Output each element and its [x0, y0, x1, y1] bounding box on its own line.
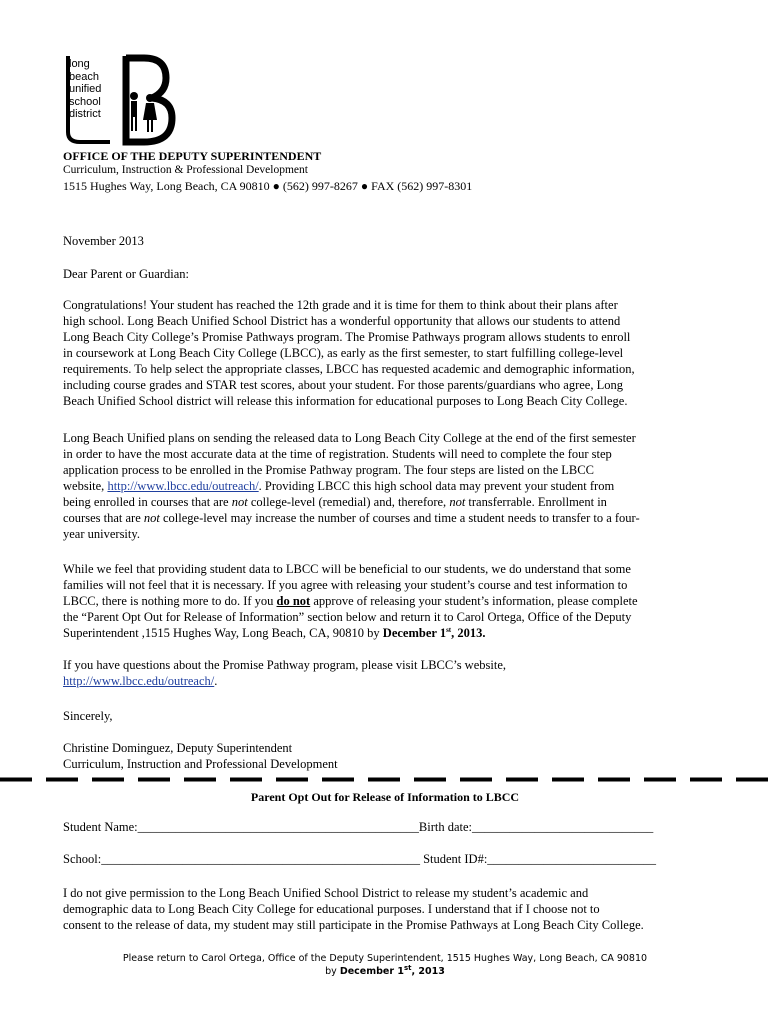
signature-block: Christine Dominguez, Deputy Superintendent Curriculum, Instruction and Professional Development [63, 741, 338, 771]
department-name: Curriculum, Instruction & Professional Development [63, 164, 308, 176]
closing: Sincerely, [63, 709, 113, 723]
office-address: 1515 Hughes Way, Long Beach, CA 90810 ● (562) 997-8267 ● FAX (562) 997-8301 [63, 179, 473, 193]
student-name-birth-date-field[interactable]: Student Name:_____________________________________________Birth date:_____________________________ [63, 820, 654, 834]
logo-text: long beach unified school district [69, 58, 102, 120]
footer-return-address: Please return to Carol Ortega, Office of the Deputy Superintendent, 1515 Hughes Way, Long Beach, CA 90810 [122, 953, 648, 964]
footer-deadline: by December 1st, 2013 [325, 963, 445, 977]
paragraph-opt-out: While we feel that providing student data to LBCC will be beneficial to our students, we do understand that some families will not feel that it is necessary. If you agree with releasing your student’s course and test information to LBCC, there is nothing more to do. If you do not approve of releasing your student’s information, please complete the “Parent Opt Out for Release of Information” section below and return it to Carol Ortega, Office of the Deputy Superintendent ,1515 Hughes Way, Long Beach, CA, 90810 by December 1st, 2013. [63, 562, 638, 640]
paragraph-questions: If you have questions about the Promise Pathway program, please visit LBCC’s website, http://www.lbcc.edu/outreach/. [63, 658, 506, 688]
form-title: Parent Opt Out for Release of Information to LBCC [250, 790, 520, 804]
paragraph-data-release: Long Beach Unified plans on sending the released data to Long Beach City College at the end of the first semester in order to have the most accurate data at the time of registration. Students will need to complete the four step application process to be enrolled in the Promise Pathway program. The four steps are listed on the LBCC website, http://www.lbcc.edu/outreach/. Providing LBCC this high school data may prevent your student from being enrolled in courses that are not college-level (remedial) and, therefore, not transferrable. Enrollment in courses that are not college-level may increase the number of courses and time a student needs to transfer to a four- year university. [63, 431, 640, 541]
children-figures-icon [130, 92, 157, 132]
cut-line [0, 777, 770, 782]
outreach-link-2[interactable]: http://www.lbcc.edu/outreach/ [63, 674, 215, 688]
letter-greeting: Dear Parent or Guardian: [63, 267, 189, 281]
letter-date: November 2013 [63, 234, 144, 248]
opt-out-declaration: I do not give permission to the Long Beach Unified School District to release my student’s academic and demographic data to Long Beach City College for educational purposes. I understand that if I choose not to consent to the release of data, my student may still participate in the Promise Pathways at Long Beach City College. [63, 886, 644, 932]
outreach-link[interactable]: http://www.lbcc.edu/outreach/ [107, 479, 259, 493]
school-student-id-field[interactable]: School:___________________________________________________ Student ID#:___________________________ [63, 852, 657, 866]
paragraph-intro: Congratulations! Your student has reached the 12th grade and it is time for them to think about their plans after high school. Long Beach Unified School District has a wonderful opportunity that allows our students to attend Long Beach City College’s Promise Pathways program. The Promise Pathways program allows students to enroll in coursework at Long Beach City College (LBCC), as early as the first semester, to start fulfilling college-level requirements. To help select the appropriate classes, LBCC has requested academic and demographic information, including course grades and STAR test scores, about your student. For those parents/guardians who agree, Long Beach Unified School district will release this information for educational purposes to Long Beach City College. [63, 298, 635, 408]
office-title: OFFICE OF THE DEPUTY SUPERINTENDENT [63, 149, 322, 163]
